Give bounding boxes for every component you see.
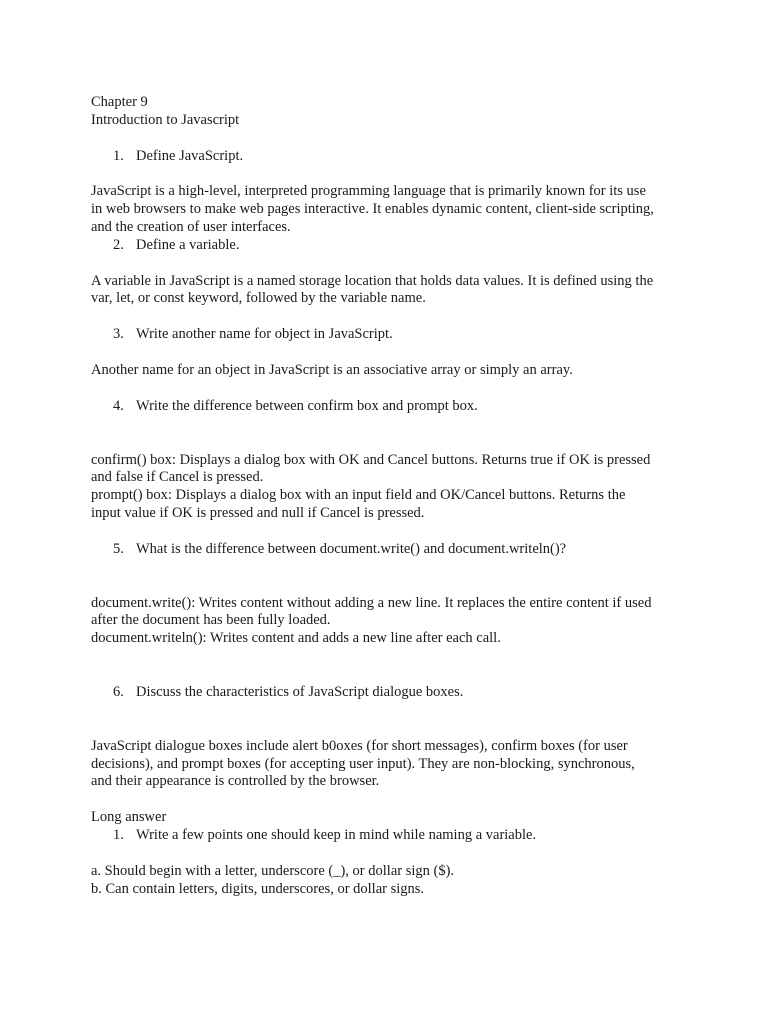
answer-line: Another name for an object in JavaScript is an associative array or simply an array. [91,361,573,378]
spacer [91,165,691,183]
question-number: 1. [113,826,124,843]
answer-line: in web browsers to make web pages interactive. It enables dynamic content, client-side scripting, [91,201,654,218]
question-number: 4. [113,397,124,414]
answer-line: and false if Cancel is pressed. [91,469,264,486]
question-text: Write the difference between confirm box and prompt box. [136,397,478,414]
long-question-1 [91,827,691,845]
answer-line: JavaScript dialogue boxes include alert b0oxes (for short messages), confirm boxes (for user [91,737,628,754]
spacer [91,845,691,863]
answer-1 [91,183,691,236]
spacer [91,255,691,273]
spacer [91,791,691,809]
document-page [91,94,691,898]
question-number: 6. [113,683,124,700]
spacer [91,559,691,595]
answer-line: document.writeln(): Writes content and adds a new line after each call. [91,630,501,647]
spacer [91,702,691,738]
answer-line: document.write(): Writes content without adding a new line. It replaces the entire content if used [91,594,652,611]
answer-line: after the document has been fully loaded. [91,612,331,629]
question-3 [91,326,691,344]
answer-5 [91,595,691,648]
answer-line: and their appearance is controlled by the browser. [91,773,380,790]
spacer [91,308,691,326]
spacer [91,648,691,684]
question-number: 2. [113,236,124,253]
question-text: Discuss the characteristics of JavaScript dialogue boxes. [136,683,464,700]
spacer [91,416,691,452]
question-2 [91,237,691,255]
chapter-label: Chapter 9 [91,94,148,110]
question-text: Define a variable. [136,236,240,253]
question-text: Write a few points one should keep in mind while naming a variable. [136,826,537,843]
answer-line: var, let, or const keyword, followed by the variable name. [91,290,426,307]
chapter-title: Introduction to Javascript [91,111,240,128]
answer-point: b. Can contain letters, digits, underscores, or dollar signs. [91,880,425,897]
answer-line: input value if OK is pressed and null if Cancel is pressed. [91,504,425,521]
question-number: 3. [113,326,124,343]
question-6 [91,684,691,702]
answer-6 [91,738,691,791]
answer-line: A variable in JavaScript is a named storage location that holds data values. It is defined using the [91,272,654,289]
spacer [91,130,691,148]
answer-line: and the creation of user interfaces. [91,218,291,235]
spacer [91,380,691,398]
answer-line: JavaScript is a high-level, interpreted programming language that is primarily known for its use [91,183,646,200]
question-text: Write another name for object in JavaScript. [136,326,393,343]
answer-point: a. Should begin with a letter, underscore (_), or dollar sign ($). [91,862,455,879]
question-text: Define JavaScript. [136,147,244,164]
long-answer-heading: Long answer [91,809,167,826]
answer-2 [91,273,691,309]
question-number: 1. [113,147,124,164]
long-answer-points [91,863,691,899]
spacer [91,344,691,362]
answer-line: decisions), and prompt boxes (for accepting user input). They are non-blocking, synchronous, [91,755,635,772]
answer-line: confirm() box: Displays a dialog box with OK and Cancel buttons. Returns true if OK is pressed [91,451,651,468]
answer-3 [91,362,691,380]
question-5 [91,541,691,559]
answer-4 [91,452,691,523]
question-number: 5. [113,540,124,557]
question-1 [91,148,691,166]
spacer [91,523,691,541]
answer-line: prompt() box: Displays a dialog box with an input field and OK/Cancel buttons. Returns the [91,487,626,504]
question-text: What is the difference between document.write() and document.writeln()? [136,540,567,557]
question-4 [91,398,691,416]
